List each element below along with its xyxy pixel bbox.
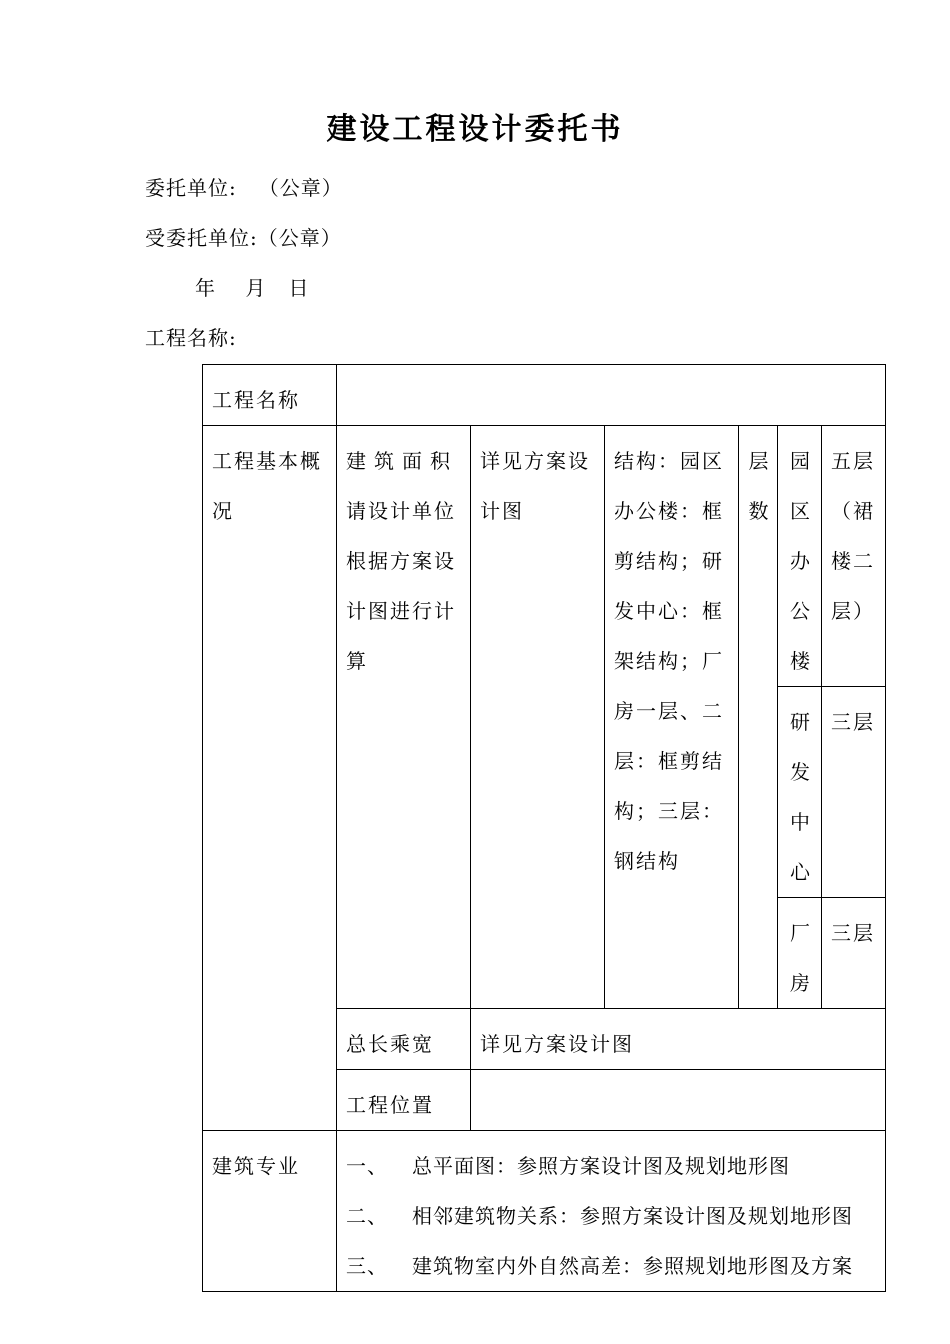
project-name-value [337,365,886,426]
commission-table [202,364,886,1292]
building-floors-office: 五层（裙楼二层） [822,426,886,687]
floors-label: 层数 [739,426,778,1009]
area-note: 请设计单位根据方案设计图进行计算 [346,499,456,673]
date-line: 年 月 日 [195,276,310,300]
area-cell [337,426,471,1009]
architecture-label: 建筑专业 [203,1131,337,1292]
building-name-office: 园区办公楼 [778,426,822,687]
architecture-items [337,1131,886,1292]
location-value [471,1070,886,1131]
length-width-label: 总长乘宽 [337,1009,471,1070]
contractor-line: 受委托单位:（公章） [145,226,342,250]
building-name-factory: 厂房 [778,898,822,1009]
structure-cell: 结构：园区办公楼：框剪结构；研发中心：框架结构；厂房一层、二层：框剪结构；三层：钢结构 [605,426,739,1009]
architecture-item: 一、 总平面图：参照方案设计图及规划地形图 [346,1154,790,1178]
building-name-rnd: 研发中心 [778,687,822,898]
area-value: 详见方案设计图 [471,426,605,1009]
architecture-item: 三、 建筑物室内外自然高差：参照规划地形图及方案 [346,1254,853,1278]
project-name-label: 工程名称 [203,365,337,426]
building-floors-factory: 三层 [822,898,886,1009]
document-title: 建设工程设计委托书 [326,112,624,147]
building-floors-rnd: 三层 [822,687,886,898]
project-name-line: 工程名称: [145,326,237,350]
architecture-item: 二、 相邻建筑物关系：参照方案设计图及规划地形图 [346,1204,853,1228]
length-width-value: 详见方案设计图 [471,1009,886,1070]
client-line: 委托单位: （公章） [145,176,343,200]
overview-label: 工程基本概况 [203,426,337,1131]
location-label: 工程位置 [337,1070,471,1131]
area-label: 建筑面积 [346,449,458,473]
